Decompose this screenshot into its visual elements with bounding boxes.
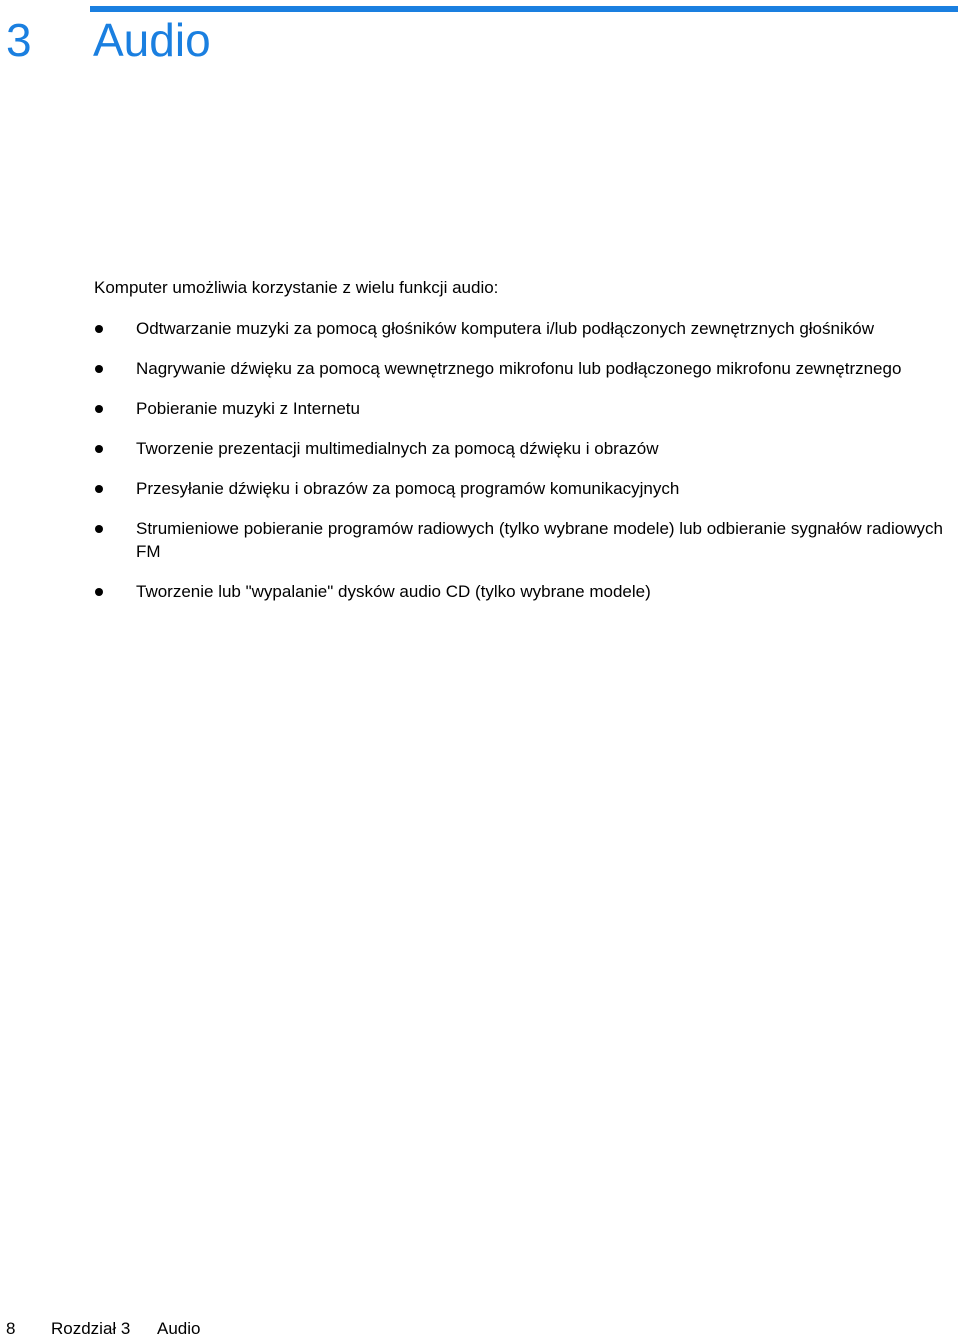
chapter-number: 3 bbox=[6, 14, 32, 66]
list-item bbox=[94, 517, 960, 563]
list-item bbox=[94, 317, 960, 340]
feature-list bbox=[94, 317, 960, 620]
list-item-text: Pobieranie muzyki z Internetu bbox=[136, 399, 360, 418]
bullet-icon bbox=[95, 445, 103, 453]
list-item bbox=[94, 397, 960, 420]
chapter-header-rule bbox=[90, 6, 958, 12]
bullet-icon bbox=[95, 485, 103, 493]
list-item bbox=[94, 580, 960, 603]
bullet-icon bbox=[95, 405, 103, 413]
list-item-text: Strumieniowe pobieranie programów radiowych (tylko wybrane modele) lub odbieranie sygnałów radiowych FM bbox=[136, 519, 943, 561]
list-item bbox=[94, 357, 960, 380]
footer-page-number: 8 bbox=[6, 1319, 16, 1338]
bullet-icon bbox=[95, 365, 103, 373]
list-item bbox=[94, 437, 960, 460]
list-item-text: Nagrywanie dźwięku za pomocą wewnętrznego mikrofonu lub podłączonego mikrofonu zewnętrznego bbox=[136, 359, 902, 378]
chapter-title: Audio bbox=[93, 14, 211, 66]
list-item bbox=[94, 477, 960, 500]
bullet-icon bbox=[95, 325, 103, 333]
list-item-text: Tworzenie prezentacji multimedialnych za pomocą dźwięku i obrazów bbox=[136, 439, 659, 458]
footer-chapter-label: Rozdział 3 bbox=[51, 1319, 131, 1338]
intro-paragraph: Komputer umożliwia korzystanie z wielu funkcji audio: bbox=[94, 278, 499, 297]
list-item-text: Przesyłanie dźwięku i obrazów za pomocą programów komunikacyjnych bbox=[136, 479, 680, 498]
bullet-icon bbox=[95, 525, 103, 533]
list-item-text: Tworzenie lub "wypalanie" dysków audio CD (tylko wybrane modele) bbox=[136, 582, 651, 601]
bullet-icon bbox=[95, 588, 103, 596]
list-item-text: Odtwarzanie muzyki za pomocą głośników komputera i/lub podłączonych zewnętrznych głośników bbox=[136, 319, 874, 338]
footer-chapter-title: Audio bbox=[157, 1319, 201, 1338]
